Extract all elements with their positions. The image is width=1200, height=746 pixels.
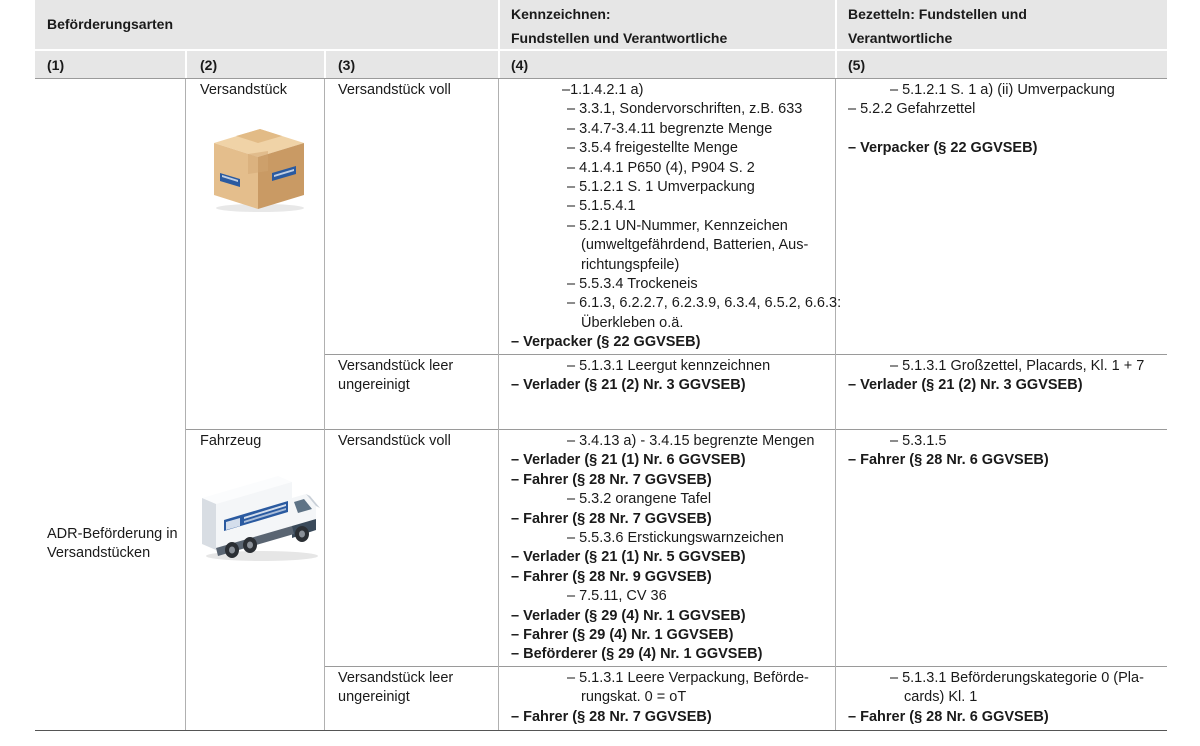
versandstueck-leer-kennzeichnen: – 5.1.3.1 Leergut kennzeichnen – Verlader (§ 21 (2) Nr. 3 GGVSEB) — [511, 358, 771, 394]
fahrzeug-voll-kennzeichnen: – 3.4.13 a) - 3.4.15 begrenzte Mengen – Verlader (§ 21 (1) Nr. 6 GGVSEB) – Fahrer (§ 28 Nr. 7 GGVSEB) – 5.3.2 orangene Tafel – Fahrer (§ 28 Nr. 7 GGVSEB) – 5.5.3.6 Erstickungswarnzeichen – Verlader (§ 21 (1) Nr. 5 GGVSEB) – Fahrer (§ 28 Nr. 9 GGVSEB) – 7.5.11, CV 36 – Verlader (§ 29 (4) Nr. 1 GGVSEB) – Fahrer (§ 29 (4) Nr. 1 GGVSEB) – Beförderer (§ 29 (4) Nr. 1 GGVSEB) — [511, 433, 815, 663]
befoerderungsart-label: ADR-Beförderung in Versandstücken — [47, 526, 178, 562]
header-separator — [185, 51, 187, 78]
column-number-3: (3) — [338, 57, 356, 73]
column-number-1: (1) — [47, 57, 65, 73]
versandstueck-leer-bezetteln: – 5.1.3.1 Großzettel, Placards, Kl. 1 + 7 – Verlader (§ 21 (2) Nr. 3 GGVSEB) — [848, 358, 1145, 394]
header-separator — [498, 0, 500, 78]
header-bezetteln: Bezetteln: Fundstellen und Verantwortliche — [848, 6, 1027, 46]
fahrzeug-voll-label: Versandstück voll — [338, 433, 451, 449]
truck-icon — [198, 468, 322, 564]
rule — [35, 78, 1167, 79]
header-kennzeichnen: Kennzeichnen: Fundstellen und Verantwortliche — [511, 6, 728, 46]
column-rule — [835, 79, 836, 730]
column-number-4: (4) — [511, 57, 529, 73]
fahrzeug-leer-label: Versandstück leer ungereinigt — [338, 670, 454, 706]
versandstueck-voll-label: Versandstück voll — [338, 82, 451, 98]
column-number-5: (5) — [848, 57, 866, 73]
rule — [185, 429, 1167, 430]
column-rule — [324, 79, 325, 730]
header-befoerderungsarten: Beförderungsarten — [47, 16, 174, 32]
column-rule — [185, 79, 186, 730]
header-separator — [835, 0, 837, 78]
rule — [324, 666, 1167, 667]
fahrzeug-voll-bezetteln: – 5.3.1.5 – Fahrer (§ 28 Nr. 6 GGVSEB) — [848, 433, 1049, 469]
fahrzeug-label: Fahrzeug — [200, 433, 262, 449]
cardboard-box-icon — [208, 113, 308, 213]
header-separator — [324, 51, 326, 78]
fahrzeug-leer-bezetteln: – 5.1.3.1 Beförderungskategorie 0 (Pla- cards) Kl. 1 – Fahrer (§ 28 Nr. 6 GGVSEB) — [848, 670, 1144, 725]
fahrzeug-leer-kennzeichnen: – 5.1.3.1 Leere Verpackung, Beförde- rungskat. 0 = oT – Fahrer (§ 28 Nr. 7 GGVSEB) — [511, 670, 809, 725]
versandstueck-leer-label: Versandstück leer ungereinigt — [338, 358, 454, 394]
column-number-2: (2) — [200, 57, 218, 73]
rule — [324, 354, 1167, 355]
versandstueck-voll-kennzeichnen: –1.1.4.2.1 a) – 3.3.1, Sondervorschriften, z.B. 633 – 3.4.7-3.4.11 begrenzte Menge – 3.5.4 freigestellte Menge – 4.1.4.1 P650 (4), P904 S. 2 – 5.1.2.1 S. 1 Umverpackung – 5.1.5.4.1 – 5.2.1 UN-Nummer, Kennzeichen (umweltgefährdend, Batterien, Aus- richtungspfeile) – 5.5.3.4 Trockeneis – 6.1.3, 6.2.2.7, 6.2.3.9, 6.3.4, 6.5.2, 6.6.3: Überkleben o.ä. – Verpacker (§ 22 GGVSEB) — [511, 82, 842, 351]
column-rule — [498, 79, 499, 730]
versandstueck-label: Versandstück — [200, 82, 288, 98]
bottom-rule — [35, 730, 1167, 731]
versandstueck-voll-bezetteln: – 5.1.2.1 S. 1 a) (ii) Umverpackung – 5.2.2 Gefahrzettel – Verpacker (§ 22 GGVSEB) — [848, 82, 1115, 156]
